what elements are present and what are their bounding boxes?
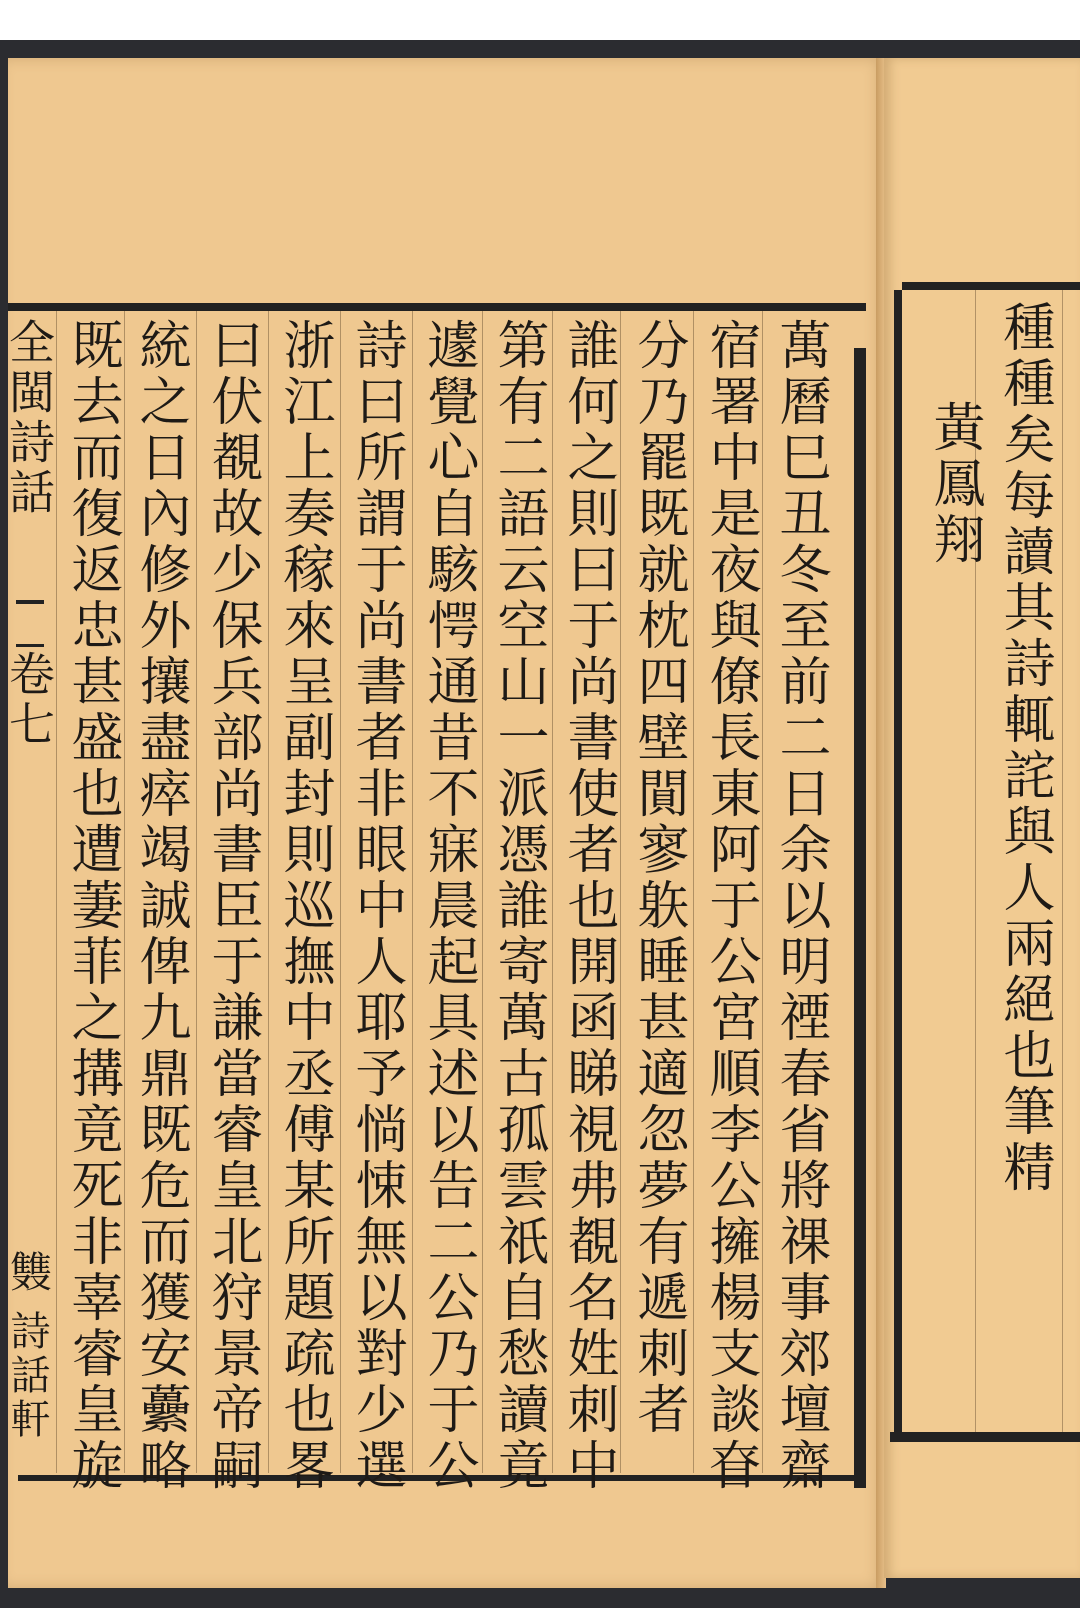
column-rule (552, 311, 553, 1473)
column-rule (762, 311, 763, 1473)
text-column-11: 既去而復返忠甚盛也遭萋菲之搆竟死非辜睿皇旋 (62, 318, 122, 1494)
column-rule (196, 311, 197, 1473)
top-margin (0, 0, 1080, 40)
text-column-7: 詩曰所謂于尚書者非眼中人耶予惝悚無以對少選 (346, 318, 406, 1494)
text-column-2: 宿署中是夜與僚長東阿于公宮順李公擁楊支談眘 (700, 318, 760, 1494)
column-rule (268, 311, 269, 1473)
column-rule (124, 311, 125, 1473)
frame-right-rule (854, 348, 866, 1488)
text-column-3: 分乃罷既就枕四壁閴寥䠶睡甚適忽夢有遞刺者 (628, 318, 688, 1438)
column-rule (412, 311, 413, 1473)
right-frame-bottom-rule (890, 1432, 1080, 1442)
text-column-10: 統之日內修外攘盡瘁竭誠俾九鼎既危而獲安虆略 (130, 318, 190, 1494)
column-rule (56, 311, 57, 1473)
right-text-column-1: 種種矣每讀其詩輒詫與人兩絕也筆精 (994, 300, 1054, 1196)
text-column-9: 曰伏覩故少保兵部尚書臣于謙當睿皇北狩景帝嗣 (202, 318, 262, 1494)
frame-top-rule (8, 303, 866, 311)
column-rule (620, 311, 621, 1473)
column-rule (482, 311, 483, 1473)
margin-mark: 䨇 (4, 1250, 53, 1296)
right-frame-top-rule (902, 282, 1080, 290)
text-column-8: 浙江上奏稼來呈副封則巡撫中丞傅某所題疏也畧 (274, 318, 334, 1494)
text-column-6: 遽覺心自駭愕通昔不寐晨起具述以告二公乃于公 (418, 318, 478, 1494)
right-frame-left-rule (894, 290, 902, 1440)
margin-publisher: 詩話軒 (4, 1310, 50, 1442)
text-column-1: 萬曆巳丑冬至前二日余以明禋春省將祼事郊壇齋 (770, 318, 830, 1494)
margin-book-title: 全閩詩話 (2, 318, 56, 518)
margin-volume: 卷七 (2, 650, 56, 750)
column-rule (1062, 290, 1063, 1432)
column-rule (340, 311, 341, 1473)
column-rule (693, 311, 694, 1473)
text-column-4: 誰何之則曰于尚書使者也開函睇視弗覩名姓刺中 (558, 318, 618, 1494)
text-column-5: 第有二語云空山一派憑誰寄萬古孤雲祇自愁讀竟 (488, 318, 548, 1494)
fishtail-mark (16, 600, 44, 647)
right-author-name: 黃鳳翔 (924, 400, 984, 568)
